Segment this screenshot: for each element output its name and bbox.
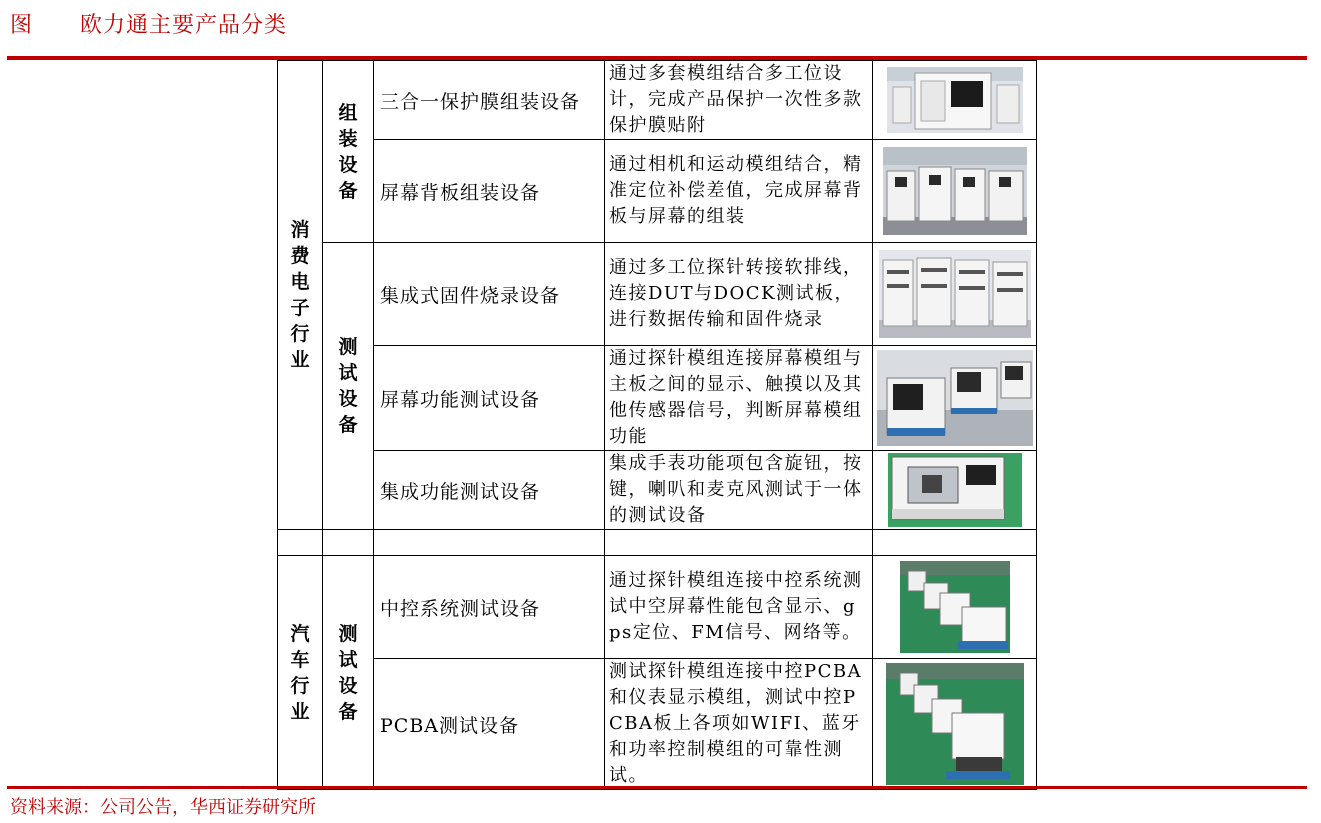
watch-test-image <box>888 453 1022 527</box>
table-row <box>278 243 1037 346</box>
pcba-test-image <box>886 663 1024 785</box>
product-name: PCBA测试设备 <box>374 659 605 790</box>
product-image <box>873 61 1037 140</box>
product-image <box>873 556 1037 659</box>
product-name: 集成功能测试设备 <box>374 451 605 530</box>
product-name: 屏幕功能测试设备 <box>374 346 605 451</box>
assembly-line-image <box>883 147 1027 235</box>
burn-rack-image <box>879 250 1031 338</box>
product-desc: 通过探针模组连接屏幕模组与主板之间的显示、触摸以及其他传感器信号，判断屏幕模组功能 <box>605 346 873 451</box>
product-name: 屏幕背板组装设备 <box>374 140 605 243</box>
source-note: 资料来源：公司公告，华西证券研究所 <box>10 797 316 818</box>
white-assembly-machine-image <box>887 67 1023 133</box>
table-row <box>278 556 1037 659</box>
footer-divider <box>7 786 1307 789</box>
table-row <box>278 61 1037 140</box>
auto-test-image <box>900 561 1010 653</box>
screen-test-image <box>877 350 1033 446</box>
category-test-consumer: 测试设备 <box>323 243 374 530</box>
product-desc: 集成手表功能项包含旋钮，按键，喇叭和麦克风测试于一体的测试设备 <box>605 451 873 530</box>
product-name: 中控系统测试设备 <box>374 556 605 659</box>
product-image <box>873 243 1037 346</box>
table-row-spacer <box>278 530 1037 556</box>
product-image <box>873 140 1037 243</box>
product-image <box>873 659 1037 790</box>
product-name: 三合一保护膜组装设备 <box>374 61 605 140</box>
product-desc: 通过多工位探针转接软排线，连接DUT与DOCK测试板，进行数据传输和固件烧录 <box>605 243 873 346</box>
product-image <box>873 346 1037 451</box>
product-name: 集成式固件烧录设备 <box>374 243 605 346</box>
category-test-auto: 测试设备 <box>323 556 374 790</box>
product-table <box>277 60 1037 790</box>
table-row <box>278 346 1037 451</box>
product-image <box>873 451 1037 530</box>
table-row <box>278 659 1037 790</box>
category-assembly: 组装设备 <box>323 61 374 243</box>
product-desc: 通过探针模组连接中控系统测试中空屏幕性能包含显示、gps定位、FM信号、网络等。 <box>605 556 873 659</box>
table-row <box>278 140 1037 243</box>
product-desc: 通过多套模组结合多工位设计，完成产品保护一次性多款保护膜贴附 <box>605 61 873 140</box>
figure-header <box>10 8 287 48</box>
industry-consumer: 消费电子行业 <box>278 61 323 530</box>
table-row <box>278 451 1037 530</box>
figure-label: 图 <box>10 13 34 38</box>
figure-title: 欧力通主要产品分类 <box>80 13 288 38</box>
product-desc: 通过相机和运动模组结合，精准定位补偿差值，完成屏幕背板与屏幕的组装 <box>605 140 873 243</box>
product-desc: 测试探针模组连接中控PCBA和仪表显示模组，测试中控PCBA板上各项如WIFI、蓝牙和功率控制模组的可靠性测试。 <box>605 659 873 790</box>
industry-auto: 汽车行业 <box>278 556 323 790</box>
